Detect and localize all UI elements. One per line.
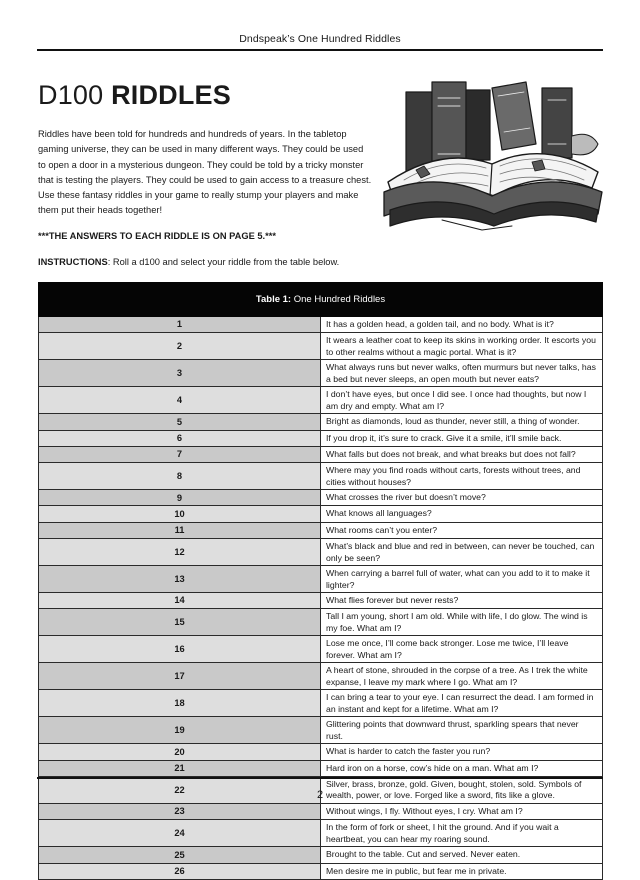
riddle-text: Brought to the table. Cut and served. Never eaten. bbox=[321, 847, 603, 863]
riddle-number: 7 bbox=[39, 446, 321, 462]
table-row bbox=[39, 387, 603, 414]
riddle-number: 22 bbox=[39, 776, 321, 803]
table-row bbox=[39, 333, 603, 360]
riddle-text: What knows all languages? bbox=[321, 506, 603, 522]
riddle-text: When carrying a barrel full of water, what can you add to it to make it lighter? bbox=[321, 566, 603, 593]
riddle-text: If you drop it, it’s sure to crack. Give it a smile, it’ll smile back. bbox=[321, 430, 603, 446]
page-number: 2 bbox=[316, 789, 324, 801]
riddle-number: 1 bbox=[39, 317, 321, 333]
instructions bbox=[38, 257, 339, 267]
riddle-text: What is harder to catch the faster you run? bbox=[321, 744, 603, 760]
riddle-text: Glittering points that downward thrust, sparkling spears that never rust. bbox=[321, 717, 603, 744]
riddle-text: Silver, brass, bronze, gold. Given, bought, stolen, sold. Symbols of wealth, power, or love. Forged like a sword, fits like a glove. bbox=[321, 776, 603, 803]
table-row bbox=[39, 663, 603, 690]
table-row bbox=[39, 744, 603, 760]
riddle-number: 16 bbox=[39, 636, 321, 663]
riddle-text: I can bring a tear to your eye. I can resurrect the dead. I am formed in an instant and kept for a lifetime. What am I? bbox=[321, 690, 603, 717]
riddle-number: 13 bbox=[39, 566, 321, 593]
table-row bbox=[39, 414, 603, 430]
instructions-text: : Roll a d100 and select your riddle from the table below. bbox=[107, 257, 340, 267]
table-row bbox=[39, 360, 603, 387]
riddle-number: 6 bbox=[39, 430, 321, 446]
table-row bbox=[39, 690, 603, 717]
table-row bbox=[39, 490, 603, 506]
title-bold: RIDDLES bbox=[111, 80, 231, 110]
table-row bbox=[39, 863, 603, 879]
table-caption bbox=[39, 283, 603, 317]
open-books-illustration-icon bbox=[382, 78, 604, 236]
riddle-number: 20 bbox=[39, 744, 321, 760]
riddle-number: 11 bbox=[39, 522, 321, 538]
riddle-text: Where may you find roads without carts, forests without trees, and cities without houses? bbox=[321, 463, 603, 490]
riddle-number: 5 bbox=[39, 414, 321, 430]
page-title bbox=[38, 80, 231, 111]
table-row bbox=[39, 609, 603, 636]
table-row bbox=[39, 803, 603, 819]
table-row bbox=[39, 847, 603, 863]
riddle-text: I don’t have eyes, but once I did see. I once had thoughts, but now I am dry and empty. What am I? bbox=[321, 387, 603, 414]
riddle-number: 10 bbox=[39, 506, 321, 522]
riddle-text: Lose me once, I’ll come back stronger. Lose me twice, I’ll leave forever. What am I? bbox=[321, 636, 603, 663]
answers-note: ***THE ANSWERS TO EACH RIDDLE IS ON PAGE 5.*** bbox=[38, 231, 276, 241]
instructions-label: INSTRUCTIONS bbox=[38, 257, 108, 267]
riddle-number: 9 bbox=[39, 490, 321, 506]
riddle-number: 3 bbox=[39, 360, 321, 387]
riddle-number: 24 bbox=[39, 820, 321, 847]
riddle-text: What crosses the river but doesn’t move? bbox=[321, 490, 603, 506]
riddle-text: What rooms can’t you enter? bbox=[321, 522, 603, 538]
riddle-text: Tall I am young, short I am old. While with life, I do glow. The wind is my foe. What am I? bbox=[321, 609, 603, 636]
riddle-text: Men desire me in public, but fear me in private. bbox=[321, 863, 603, 879]
riddle-text: What flies forever but never rests? bbox=[321, 593, 603, 609]
riddle-text: It wears a leather coat to keep its skins in working order. It escorts you to other realms without a magic portal. What is it? bbox=[321, 333, 603, 360]
riddle-text: What always runs but never walks, often murmurs but never talks, has a bed but never sleeps, an open mouth but never eats? bbox=[321, 360, 603, 387]
riddle-number: 21 bbox=[39, 760, 321, 776]
title-normal: D100 bbox=[38, 80, 112, 110]
riddle-number: 25 bbox=[39, 847, 321, 863]
riddle-number: 2 bbox=[39, 333, 321, 360]
table-row bbox=[39, 760, 603, 776]
riddle-number: 4 bbox=[39, 387, 321, 414]
table-row bbox=[39, 522, 603, 538]
riddle-number: 23 bbox=[39, 803, 321, 819]
table-row bbox=[39, 446, 603, 462]
table-caption-text: One Hundred Riddles bbox=[291, 294, 386, 305]
table-row bbox=[39, 539, 603, 566]
table-row bbox=[39, 463, 603, 490]
header-rule bbox=[37, 49, 603, 51]
table-row bbox=[39, 317, 603, 333]
riddle-number: 12 bbox=[39, 539, 321, 566]
riddle-text: Hard iron on a horse, cow’s hide on a man. What am I? bbox=[321, 760, 603, 776]
riddle-number: 14 bbox=[39, 593, 321, 609]
riddle-text: In the form of fork or sheet, I hit the ground. And if you wait a heartbeat, you can hear my roaring sound. bbox=[321, 820, 603, 847]
table-row bbox=[39, 566, 603, 593]
riddle-number: 17 bbox=[39, 663, 321, 690]
riddle-number: 26 bbox=[39, 863, 321, 879]
table-row bbox=[39, 820, 603, 847]
table-row bbox=[39, 717, 603, 744]
table-caption-label: Table 1: bbox=[255, 294, 292, 305]
riddle-text: What’s black and blue and red in between, can never be touched, can only be seen? bbox=[321, 539, 603, 566]
riddle-number: 18 bbox=[39, 690, 321, 717]
riddle-number: 8 bbox=[39, 463, 321, 490]
table-row bbox=[39, 430, 603, 446]
table-row bbox=[39, 506, 603, 522]
riddle-text: What falls but does not break, and what breaks but does not fall? bbox=[321, 446, 603, 462]
riddle-number: 19 bbox=[39, 717, 321, 744]
table-row bbox=[39, 636, 603, 663]
running-head: Dndspeak’s One Hundred Riddles bbox=[239, 33, 401, 45]
footer-rule bbox=[37, 777, 603, 779]
riddle-number: 15 bbox=[39, 609, 321, 636]
riddle-text: A heart of stone, shrouded in the corpse of a tree. As I trek the white expanse, I leave my mark where I go. What am I? bbox=[321, 663, 603, 690]
riddle-text: Without wings, I fly. Without eyes, I cry. What am I? bbox=[321, 803, 603, 819]
riddle-text: It has a golden head, a golden tail, and no body. What is it? bbox=[321, 317, 603, 333]
riddle-text: Bright as diamonds, loud as thunder, never still, a thing of wonder. bbox=[321, 414, 603, 430]
table-row bbox=[39, 593, 603, 609]
intro-paragraph: Riddles have been told for hundreds and hundreds of years. In the tabletop gaming universe, they can be used in many different ways. They could be used to open a door in a mysterious dungeon. They could be told by a tricky monster that is testing the players. They could be used to gain access to a treasure chest. Use these fantasy riddles in your game to really stump your players and make them put their heads together! bbox=[38, 129, 372, 216]
